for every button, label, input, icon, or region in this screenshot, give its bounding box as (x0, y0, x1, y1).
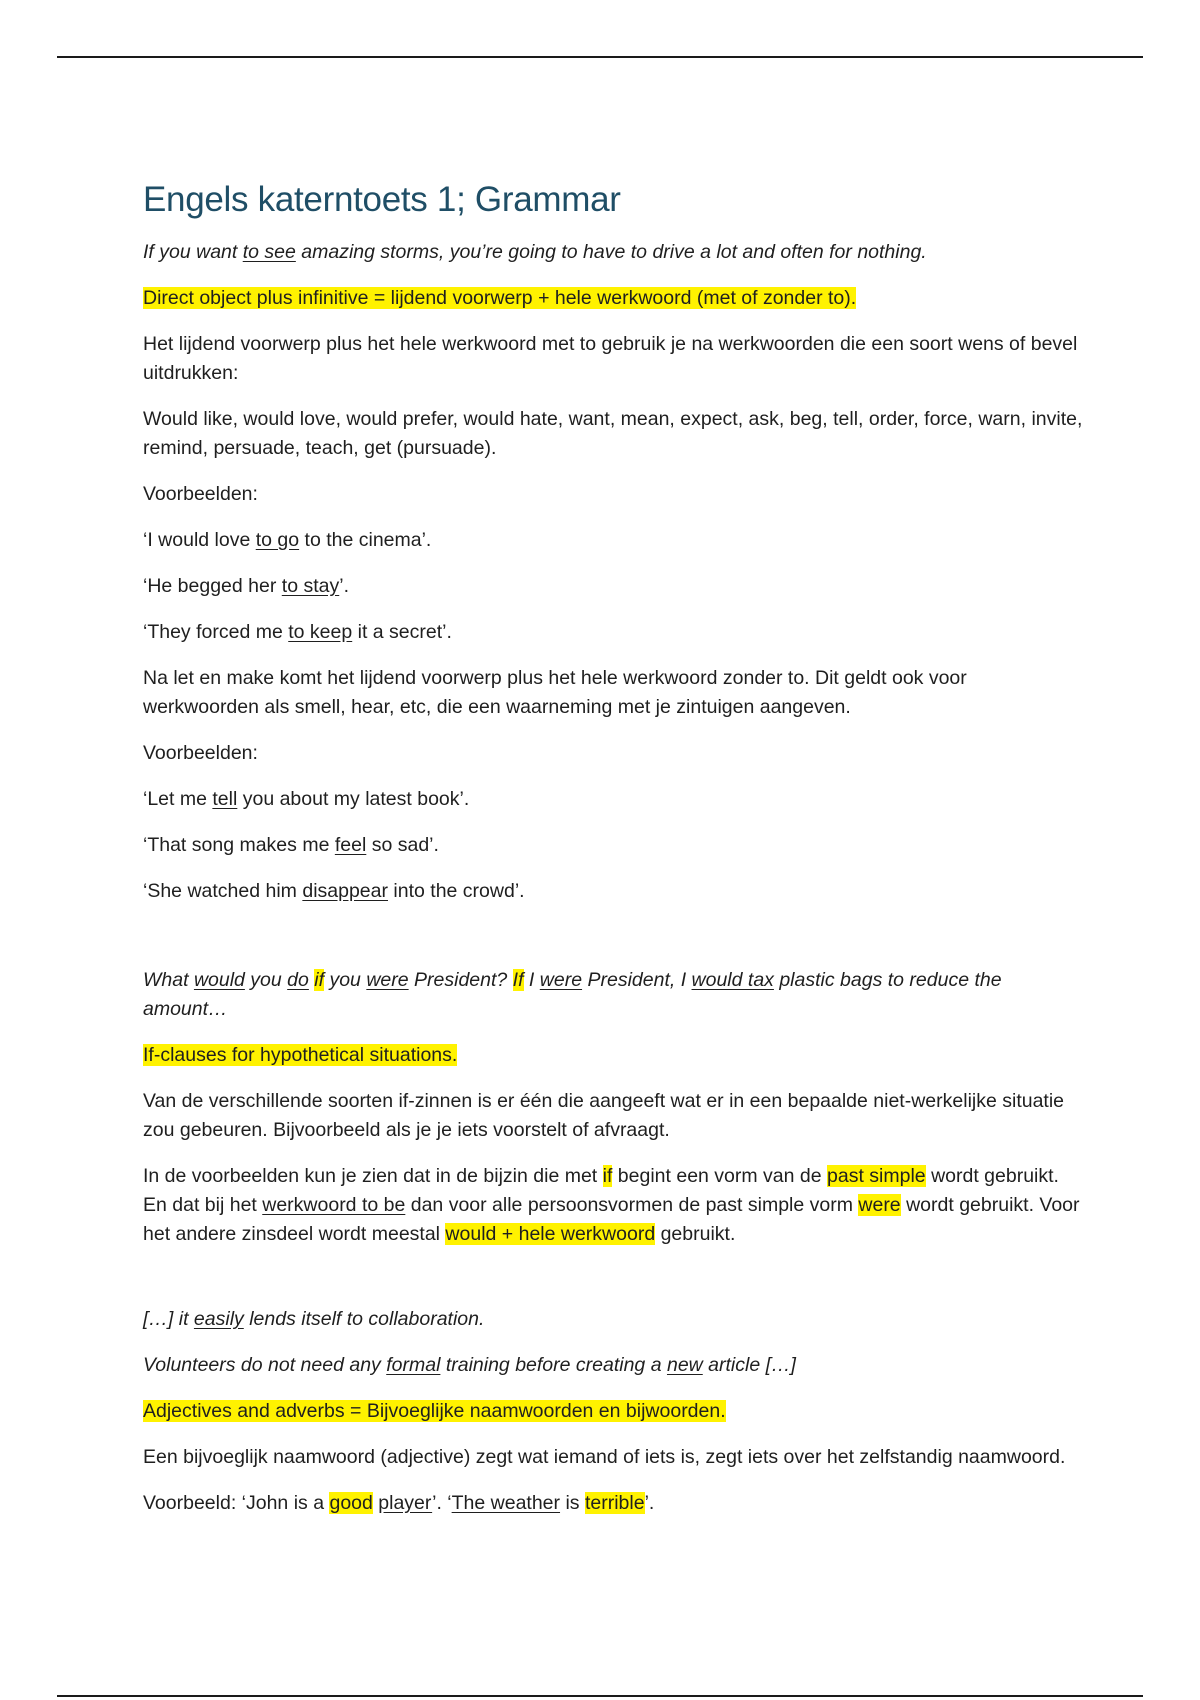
example-line: ‘That song makes me feel so sad’. (143, 834, 439, 856)
top-rule (57, 56, 1143, 58)
document-body (143, 180, 1083, 1535)
paragraph: Een bijvoeglijk naamwoord (adjective) zegt wat iemand of iets is, zegt iets over het zelfstandig naamwoord. (143, 1446, 1066, 1468)
paragraph: Van de verschillende soorten if-zinnen is er één die aangeeft wat er in een bepaalde niet-werkelijke situatie zou gebeuren. Bijvoorbeeld als je je iets voorstelt of afvraagt. (143, 1090, 1065, 1141)
example-quote: What would you do if you were President? If I were President, I would tax plastic bags to reduce the amount… (143, 969, 1002, 1020)
example-line: ‘He begged her to stay’. (143, 575, 349, 597)
bottom-rule (57, 1695, 1143, 1697)
example-quote: Volunteers do not need any formal training before creating a new article […] (143, 1354, 796, 1376)
section-heading: Direct object plus infinitive = lijdend voorwerp + hele werkwoord (met of zonder to). (143, 287, 857, 309)
section-heading: If-clauses for hypothetical situations. (143, 1044, 458, 1066)
paragraph: Na let en make komt het lijdend voorwerp plus het hele werkwoord zonder to. Dit geldt ook voor werkwoorden als smell, hear, etc, die een waarneming met je zintuigen aangeven. (143, 667, 967, 718)
example-line: ‘I would love to go to the cinema’. (143, 529, 432, 551)
example-quote: If you want to see amazing storms, you’re going to have to drive a lot and often for nothing. (143, 241, 927, 263)
example-line: ‘Let me tell you about my latest book’. (143, 788, 470, 810)
paragraph: Het lijdend voorwerp plus het hele werkwoord met to gebruik je na werkwoorden die een soort wens of bevel uitdrukken: (143, 333, 1078, 384)
example-line: Voorbeeld: ‘John is a good player’. ‘The weather is terrible’. (143, 1492, 655, 1514)
section-heading: Adjectives and adverbs = Bijvoeglijke naamwoorden en bijwoorden. (143, 1400, 726, 1422)
page-title: Engels katerntoets 1; Grammar (143, 180, 621, 219)
paragraph: Would like, would love, would prefer, would hate, want, mean, expect, ask, beg, tell, order, force, warn, invite, remind, persuade, teach, get (pursuade). (143, 408, 1083, 459)
label: Voorbeelden: (143, 483, 258, 505)
example-quote: […] it easily lends itself to collaboration. (143, 1308, 485, 1330)
paragraph: In de voorbeelden kun je zien dat in de bijzin die met if begint een vorm van de past simple wordt gebruikt. En dat bij het werkwoord to be dan voor alle persoonsvormen de past simple vorm were wordt gebruikt. Voor het andere zinsdeel wordt meestal would + hele werkwoord gebruikt. (143, 1165, 1080, 1245)
example-line: ‘They forced me to keep it a secret’. (143, 621, 452, 643)
label: Voorbeelden: (143, 742, 258, 764)
example-line: ‘She watched him disappear into the crowd’. (143, 880, 525, 902)
